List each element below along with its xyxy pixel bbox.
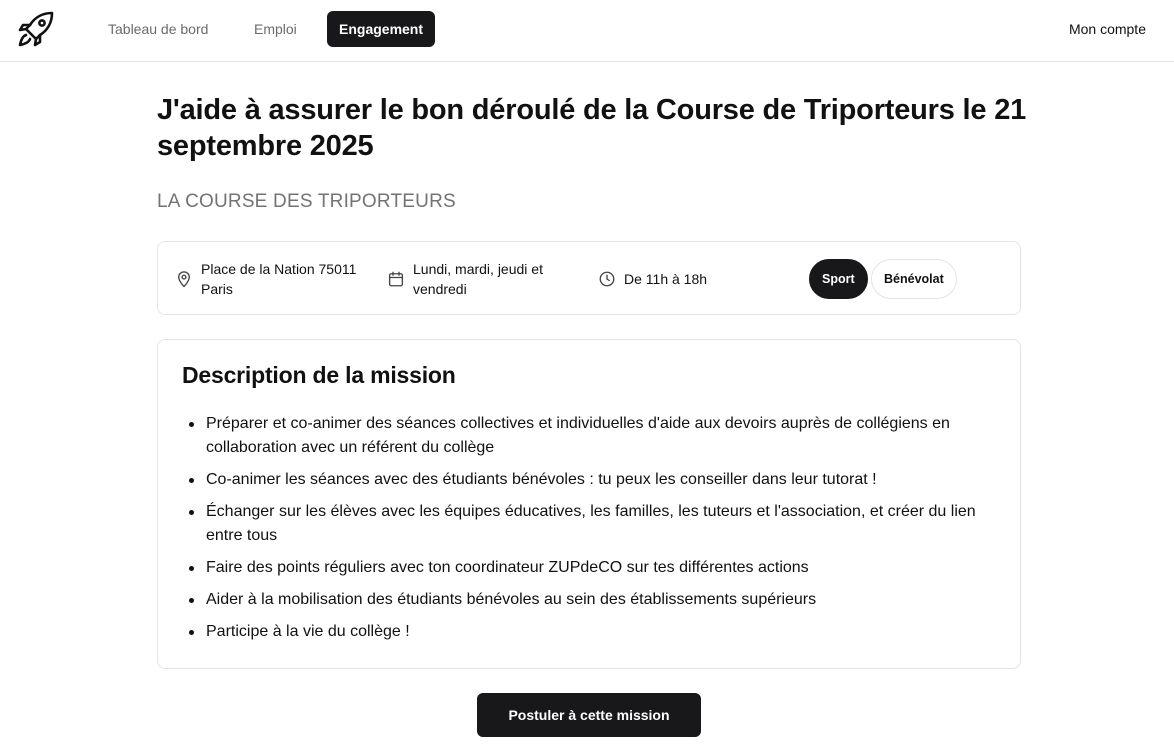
location-text: Place de la Nation 75011 Paris (201, 261, 357, 297)
mission-info-card (157, 241, 1021, 315)
tag-sport[interactable]: Sport (809, 259, 868, 299)
organization-name: LA COURSE DES TRIPORTEURS (157, 191, 456, 212)
calendar-icon (387, 270, 405, 288)
account-link[interactable]: Mon compte (1068, 21, 1146, 37)
time-text: De 11h à 18h (624, 271, 708, 287)
nav-tableau-de-bord[interactable]: Tableau de bord (108, 21, 209, 37)
apply-button[interactable]: Postuler à cette mission (477, 693, 701, 737)
description-title: Description de la mission (182, 362, 456, 388)
list-item: Échanger sur les élèves avec les équipes éducatives, les familles, les tuteurs et l'association, et créer du lien entre tous (182, 500, 982, 548)
rocket-icon[interactable] (17, 10, 55, 48)
time-info (598, 242, 778, 316)
map-pin-icon (175, 270, 193, 288)
nav-engagement[interactable]: Engagement (327, 11, 435, 47)
days-text: Lundi, mardi, jeudi et vendredi (413, 261, 543, 297)
list-item: Co-animer les séances avec des étudiants bénévoles : tu peux les conseiller dans leur tutorat ! (182, 468, 982, 492)
tag-benevolat[interactable]: Bénévolat (871, 259, 957, 299)
mission-description-card (157, 339, 1021, 669)
mission-title: J'aide à assurer le bon déroulé de la Course de Triporteurs le 21 septembre 2025 (157, 94, 1027, 162)
nav-emploi[interactable]: Emploi (254, 21, 297, 37)
list-item: Aider à la mobilisation des étudiants bénévoles au sein des établissements supérieurs (182, 588, 982, 612)
list-item: Participe à la vie du collège ! (182, 620, 982, 644)
top-navigation-bar (0, 0, 1174, 62)
days-info (387, 242, 577, 316)
list-item: Faire des points réguliers avec ton coordinateur ZUPdeCO sur tes différentes actions (182, 556, 982, 580)
description-list (182, 412, 982, 652)
list-item: Préparer et co-animer des séances collectives et individuelles d'aide aux devoirs auprès de collégiens en collaboration avec un référent du collège (182, 412, 982, 460)
location-info (175, 242, 375, 316)
clock-icon (598, 270, 616, 288)
